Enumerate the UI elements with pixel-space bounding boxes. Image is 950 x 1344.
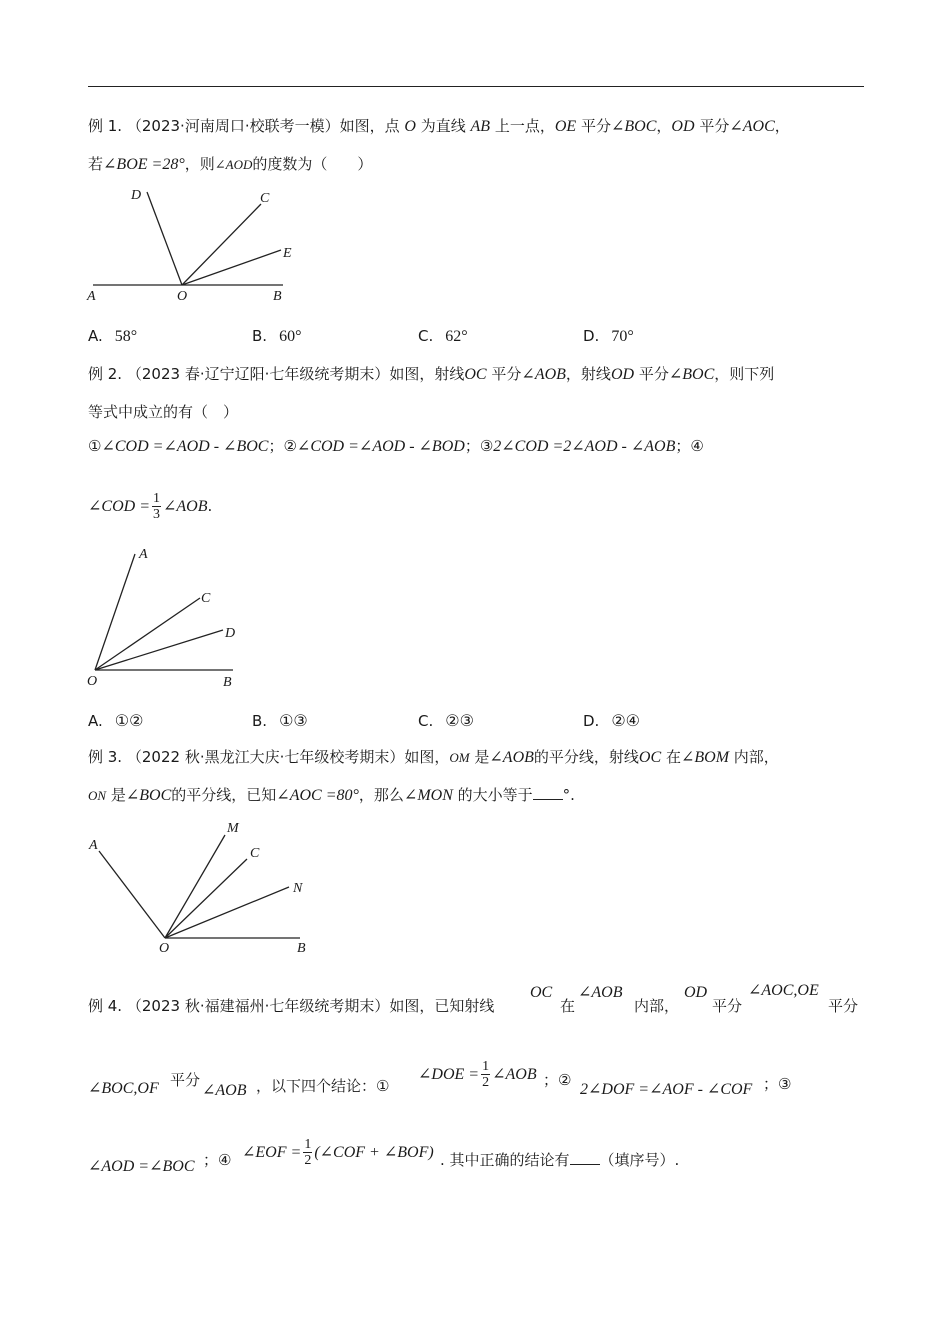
ex3-label-c: C	[250, 846, 260, 861]
ex4-od: OD	[684, 984, 708, 1001]
ex2-ray-oa	[95, 554, 135, 670]
ex1-source: （2023·河南周口·校联考一模）	[126, 117, 340, 135]
ex3-ray-om	[165, 835, 225, 938]
ex1-label-b: B	[273, 289, 282, 304]
ex1-question-line2: 若∠BOE =28°，则∠AOD的度数为（ ）	[88, 155, 373, 173]
ex2-figure	[85, 540, 255, 690]
ex4-line3-end: . 其中正确的结论有 （填序号）.	[440, 1151, 680, 1169]
ex2-label-b: B	[223, 675, 232, 690]
ex2-fraction: $\frac{1}{3}$	[152, 491, 160, 522]
ex1-label-o: O	[177, 289, 188, 304]
ex4-t3: 内部，	[634, 997, 680, 1015]
ex2-option-d[interactable]: D. ②④	[583, 712, 641, 730]
ex4-conclusion-2: 2∠DOF =∠AOF - ∠COF	[580, 1081, 753, 1098]
ex2-question-line1: 例 2. （2023 春·辽宁辽阳·七年级统考期末）如图，射线OC 平分∠AOB，射线OD 平分∠BOC，则下列	[88, 365, 775, 383]
ex4-t5: 平分	[828, 997, 859, 1015]
header-rule	[88, 86, 864, 87]
ex2-question-line2: 等式中成立的有（ ）	[88, 403, 239, 421]
ex1-question-line1: 例 1. （2023·河南周口·校联考一模）如图，点 O 为直线 AB 上一点，OE 平分∠BOC，OD 平分∠AOC，	[88, 117, 790, 135]
ex4-answer-blank[interactable]	[570, 1150, 600, 1165]
ex1-ray-oe	[182, 250, 281, 285]
ex3-ray-on	[165, 887, 289, 938]
ex1-label-e: E	[283, 246, 292, 261]
ex2-statement-4: ∠COD = $\frac{1}{3}$ ∠AOB.	[88, 491, 213, 522]
ex4-aoc-oe: ∠AOC,OE	[748, 982, 819, 999]
ex2-statements: ①∠COD =∠AOD - ∠BOC；②∠COD =∠AOD - ∠BOD；③2∠COD =2∠AOD - ∠AOB；④	[88, 437, 704, 455]
ex3-question-line1: 例 3. （2022 秋·黑龙江大庆·七年级校考期末）如图，OM 是∠AOB的平分线，射线OC 在∠BOM 内部，	[88, 748, 779, 766]
ex4-fraction-2: $\frac{1}{2}$	[304, 1137, 312, 1168]
ex4-aob: ∠AOB	[578, 984, 623, 1001]
ex3-label-n: N	[293, 881, 303, 896]
ex4-boc-of: ∠BOC,OF	[88, 1080, 159, 1097]
ex1-option-a[interactable]: A. 58°	[88, 327, 138, 345]
ex4-conclusion-3: ∠AOD =∠BOC	[88, 1158, 195, 1175]
ex3-ray-oc	[165, 859, 247, 938]
ex3-label: 例 3.	[88, 748, 123, 766]
ex1-label-c: C	[260, 191, 270, 206]
ex2-label-d: D	[225, 626, 236, 641]
ex1-figure	[85, 182, 325, 307]
ex4-conclusion-1: ∠DOE = $\frac{1}{2}$ ∠AOB	[418, 1059, 537, 1090]
ex1-option-c[interactable]: C. 62°	[418, 327, 468, 345]
ex4-fraction-1: $\frac{1}{2}$	[482, 1059, 490, 1090]
ex4-t4: 平分	[712, 997, 743, 1015]
ex2-ray-od	[95, 630, 223, 670]
ex3-label-b: B	[297, 941, 306, 956]
ex3-question-line2: ON 是∠BOC的平分线，已知∠AOC =80°，那么∠MON 的大小等于 °.	[88, 786, 575, 804]
ex2-option-c[interactable]: C. ②③	[418, 712, 474, 730]
ex1-option-b[interactable]: B. 60°	[252, 327, 302, 345]
ex2-option-a[interactable]: A. ①②	[88, 712, 144, 730]
ex4-label: 例 4.	[88, 997, 123, 1015]
ex2-ray-oc	[95, 598, 200, 670]
ex4-l2c: ；②	[543, 1071, 572, 1089]
ex4-l3a: ；④	[203, 1151, 232, 1169]
ex4-l2d: ；③	[763, 1075, 792, 1093]
ex3-figure	[85, 815, 325, 955]
ex4-t2: 在	[560, 997, 576, 1015]
ex3-answer-blank[interactable]	[533, 785, 563, 800]
ex1-ray-oc	[182, 204, 261, 285]
ex4-oc: OC	[530, 984, 553, 1001]
ex3-label-o: O	[159, 941, 170, 956]
ex3-source: （2022 秋·黑龙江大庆·七年级校考期末）	[126, 748, 405, 766]
ex4-question-line1-start: 例 4. （2023 秋·福建福州·七年级统考期末）如图，已知射线	[88, 997, 495, 1015]
ex4-conclusion-4: ∠EOF = $\frac{1}{2}$ (∠COF + ∠BOF)	[242, 1137, 434, 1168]
ex2-option-b[interactable]: B. ①③	[252, 712, 308, 730]
ex2-source: （2023 春·辽宁辽阳·七年级统考期末）	[126, 365, 390, 383]
ex4-aob2: ∠AOB	[202, 1082, 247, 1099]
ex2-label-c: C	[201, 591, 211, 606]
ex2-label-a: A	[139, 547, 148, 562]
ex3-ray-oa	[99, 851, 165, 938]
ex1-label: 例 1.	[88, 117, 123, 135]
ex2-label-o: O	[87, 674, 98, 689]
ex2-label: 例 2.	[88, 365, 123, 383]
ex1-option-d[interactable]: D. 70°	[583, 327, 634, 345]
ex3-label-a: A	[89, 838, 98, 853]
ex1-label-a: A	[87, 289, 96, 304]
ex3-label-m: M	[227, 821, 239, 836]
ex4-l2b: ，以下四个结论：①	[256, 1077, 390, 1095]
ex4-source: （2023 秋·福建福州·七年级统考期末）	[126, 997, 390, 1015]
ex1-ray-od	[147, 192, 182, 285]
ex4-l2a: 平分	[170, 1071, 201, 1089]
ex1-label-d: D	[131, 188, 142, 203]
